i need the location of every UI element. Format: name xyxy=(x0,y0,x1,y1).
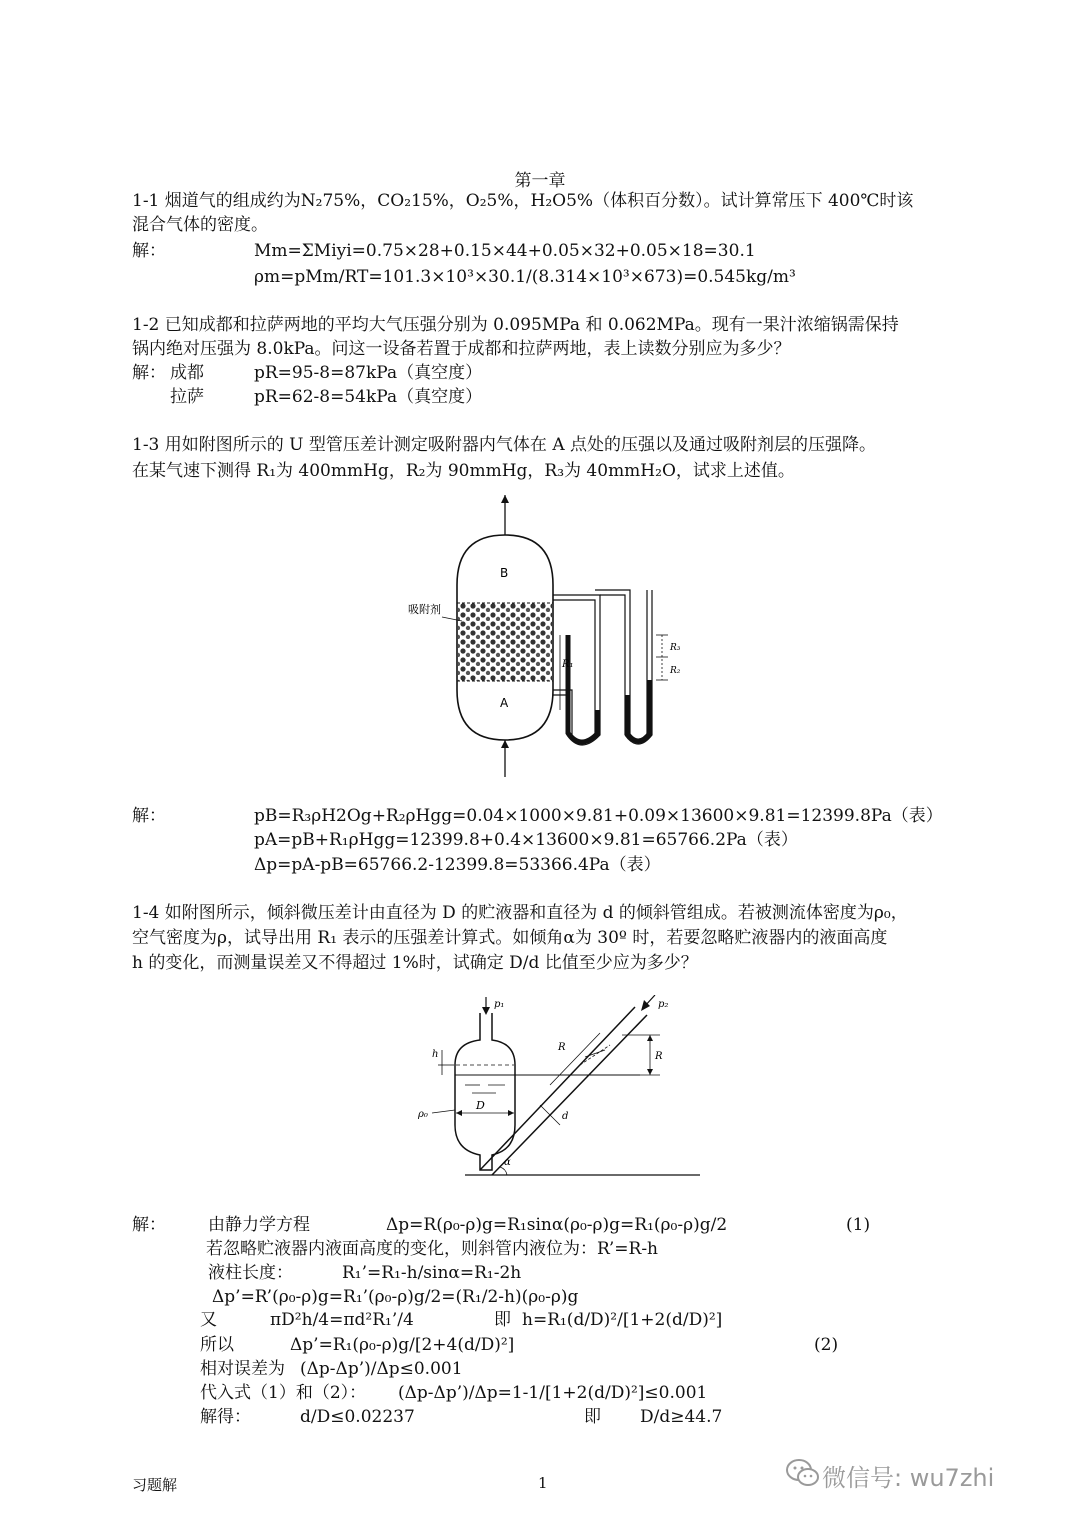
p1-question-line1: 1-1 烟道气的组成约为N₂75%，CO₂15%，O₂5%，H₂O5%（体积百分数）。试计算常压下 400℃时该 xyxy=(132,191,914,211)
p3-solution-label: 解： xyxy=(132,806,166,826)
p4-question-line3: h 的变化，而测量误差又不得超过 1%时，试确定 D/d 比值至少应为多少？ xyxy=(132,953,698,973)
p4-step5-eq: πD²h/4=πd²R₁’/4 xyxy=(270,1310,414,1330)
p4-step9-label: 解得： xyxy=(200,1407,251,1427)
p3-equation-2: pA=pB+R₁ρHgg=12399.8+0.4×13600×9.81=65766.2Pa（表） xyxy=(254,830,798,850)
p4-step8-eq: (Δp-Δp’)/Δp=1-1/[1+2(d/D)²]≤0.001 xyxy=(398,1383,708,1403)
fig2-label-R-incline: R xyxy=(558,1042,566,1053)
micromanometer-figure xyxy=(410,995,700,1190)
p4-step6-number: (2) xyxy=(814,1335,839,1355)
fig2-label-p1: p₁ xyxy=(494,999,505,1010)
p4-step5-label: 又 xyxy=(200,1310,217,1330)
p2-question-line1: 1-2 已知成都和拉萨两地的平均大气压强分别为 0.095MPa 和 0.062MPa。现有一果汁浓缩锅需保持 xyxy=(132,315,899,335)
fig2-label-h: h xyxy=(432,1049,439,1060)
fig1-label-adsorbent: 吸附剂 xyxy=(408,603,441,616)
fig1-label-R2: R₂ xyxy=(670,666,681,676)
p4-step9-eq: d/D≤0.02237 xyxy=(300,1407,415,1427)
p4-step7-eq: (Δp-Δp’)/Δp≤0.001 xyxy=(300,1359,463,1379)
watermark-text: 微信号: wu7zhi xyxy=(822,1464,995,1492)
adsorber-figure xyxy=(400,495,700,780)
footer-left-label: 习题解 xyxy=(132,1476,178,1494)
fig2-label-d: d xyxy=(562,1111,569,1122)
wechat-icon xyxy=(786,1458,820,1488)
p4-step9-result: D/d≥44.7 xyxy=(640,1407,723,1427)
p3-equation-3: Δp=pA-pB=65766.2-12399.8=53366.4Pa（表） xyxy=(254,855,661,875)
p1-question-line2: 混合气体的密度。 xyxy=(132,215,268,235)
p4-step5-then: 即 xyxy=(494,1310,511,1330)
p4-step6-label: 所以 xyxy=(200,1335,234,1355)
p4-step1-label: 由静力学方程 xyxy=(208,1215,310,1235)
p4-step7-label: 相对误差为 xyxy=(200,1359,285,1379)
fig2-label-alpha: α xyxy=(504,1157,511,1168)
p3-question-line2: 在某气速下测得 R₁为 400mmHg，R₂为 90mmHg，R₃为 40mmH₂O，试求上述值。 xyxy=(132,461,795,481)
p4-step9-then: 即 xyxy=(584,1407,601,1427)
fig1-label-A: A xyxy=(500,696,509,710)
p4-question-line1: 1-4 如附图所示，倾斜微压差计由直径为 D 的贮液器和直径为 d 的倾斜管组成。若被测流体密度为ρ₀， xyxy=(132,903,908,923)
p3-equation-1: pB=R₃ρH2Og+R₂ρHgg=0.04×1000×9.81+0.09×13600×9.81=12399.8Pa（表） xyxy=(254,806,943,826)
p2-solution-label: 解： xyxy=(132,363,166,383)
p4-step5-result: h=R₁(d/D)²/[1+2(d/D)²] xyxy=(522,1310,723,1330)
p4-step3-label: 液柱长度： xyxy=(208,1263,293,1283)
fig2-label-p2: p₂ xyxy=(658,999,669,1010)
p1-equation-2: ρm=pMm/RT=101.3×10³×30.1/(8.314×10³×673)=0.545kg/m³ xyxy=(254,267,796,287)
p4-question-line2: 空气密度为ρ，试导出用 R₁ 表示的压强差计算式。如倾角α为 30º 时，若要忽略贮液器内的液面高度 xyxy=(132,928,888,948)
p2-city-chengdu: 成都 xyxy=(170,363,204,383)
fig2-label-D: D xyxy=(476,1099,485,1112)
p4-step1-eq: Δp=R(ρ₀-ρ)g=R₁sinα(ρ₀-ρ)g=R₁(ρ₀-ρ)g/2 xyxy=(386,1215,728,1235)
p3-question-line1: 1-3 用如附图所示的 U 型管压差计测定吸附器内气体在 A 点处的压强以及通过吸附剂层的压强降。 xyxy=(132,435,876,455)
chapter-title: 第一章 xyxy=(514,171,566,191)
fig1-label-R1: R₁ xyxy=(562,659,574,670)
p4-step3-eq: R₁’=R₁-h/sinα=R₁-2h xyxy=(342,1263,522,1283)
fig1-label-B: B xyxy=(500,566,509,580)
p4-step6-eq: Δp’=R₁(ρ₀-ρ)g/[2+4(d/D)²] xyxy=(290,1335,515,1355)
page-number: 1 xyxy=(538,1474,548,1492)
p2-equation-1: pR=95-8=87kPa（真空度） xyxy=(254,363,483,383)
fig1-label-R3: R₃ xyxy=(670,643,681,653)
fig2-label-R-vertical: R xyxy=(655,1051,663,1062)
p2-equation-2: pR=62-8=54kPa（真空度） xyxy=(254,387,483,407)
p1-solution-label: 解： xyxy=(132,241,166,261)
p2-question-line2: 锅内绝对压强为 8.0kPa。问这一设备若置于成都和拉萨两地，表上读数分别应为多少？ xyxy=(132,339,791,359)
p4-step4-eq: Δp’=R’(ρ₀-ρ)g=R₁’(ρ₀-ρ)g/2=(R₁/2-h)(ρ₀-ρ)g xyxy=(212,1287,579,1307)
p4-solution-label: 解： xyxy=(132,1215,166,1235)
p4-step1-number: (1) xyxy=(846,1215,871,1235)
fig2-label-rho0: ρ₀ xyxy=(418,1109,428,1120)
p2-city-lhasa: 拉萨 xyxy=(170,387,204,407)
p4-step8-label: 代入式（1）和（2）： xyxy=(200,1383,367,1403)
p1-equation-1: Mm=ΣMiyi=0.75×28+0.15×44+0.05×32+0.05×18=30.1 xyxy=(254,241,756,261)
p4-step2: 若忽略贮液器内液面高度的变化，则斜管内液位为：R’=R-h xyxy=(206,1239,659,1259)
